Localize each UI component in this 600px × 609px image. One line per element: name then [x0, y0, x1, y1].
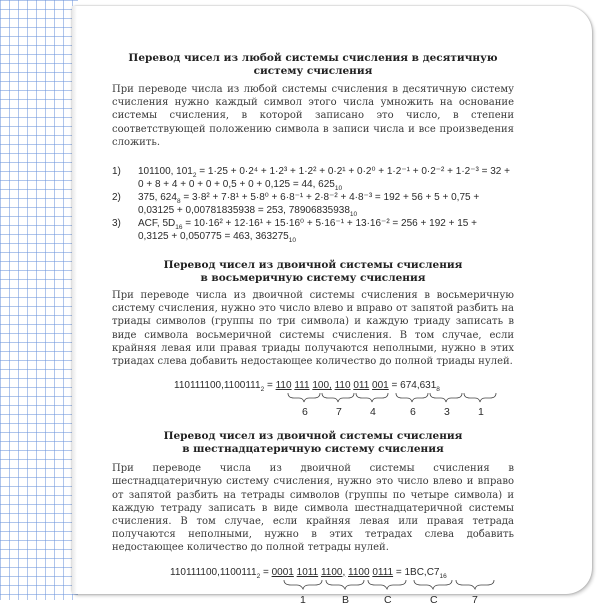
example-2: [112, 191, 514, 217]
brace: [326, 580, 364, 589]
example-value: ACF, 5D: [138, 218, 176, 230]
example-expansion-rest: 5 + 0·2⁴ + 1·2³ + 1·2² + 0·2¹ + 0·2⁰ + 1·2⁻¹ + 0·2⁻² + 1·2⁻³ = 32 +: [222, 166, 510, 178]
tetrad: 1011: [296, 566, 319, 578]
example-1: [112, 165, 514, 191]
example-3: [112, 217, 514, 243]
tetrad: 1100: [348, 566, 370, 578]
octal-digit: 4: [370, 406, 376, 419]
binary-number: 110111100,1100111: [170, 566, 257, 578]
base-subscript: 2: [260, 386, 265, 394]
octal-digit: 7: [336, 406, 342, 419]
triad: 110: [334, 380, 351, 392]
hex-digit: 1: [300, 593, 306, 606]
example-result: 0,03125 + 0,00781835938 = 253, 78906835938: [138, 205, 350, 217]
hex-digit: B: [342, 593, 350, 606]
octal-digit: 6: [302, 406, 308, 419]
hex-digit: C: [384, 593, 392, 606]
triad: 110: [275, 380, 292, 392]
example-value: 101100, 101: [138, 166, 193, 178]
base-subscript: 2: [256, 572, 261, 580]
section2-heading-line1: Перевод чисел из двоичной системы счисления: [163, 259, 463, 272]
base-subscript: 2: [192, 172, 197, 180]
base-subscript: 8: [436, 386, 440, 394]
hex-digit: 7: [472, 593, 478, 606]
section1-examples: [112, 165, 514, 243]
octal-result: = 674,631: [388, 380, 437, 392]
triad: 001: [372, 380, 389, 392]
example-number: 1): [112, 166, 121, 178]
tetrad-braces: [112, 567, 514, 609]
hex-digit: C: [430, 593, 438, 606]
hex-result: = 1BC,C7: [393, 566, 440, 578]
brace: [430, 393, 462, 402]
cover-content: [112, 40, 514, 607]
tetrad: 0001: [271, 566, 294, 578]
triad: 111: [294, 380, 310, 392]
example-result: 0 + 8 + 4 + 0 + 0 + 0,5 + 0 + 0,125 = 44, 625: [138, 179, 335, 191]
section1-heading: Перевод чисел из любой системы счисления в десятичную систему счисления: [128, 52, 498, 77]
triad: 100,: [312, 380, 332, 392]
example-result: 0,3125 + 0,050775 = 463, 363275: [138, 231, 289, 243]
brace: [322, 393, 354, 402]
octal-digit: 6: [410, 406, 416, 419]
example-number: 2): [112, 192, 121, 204]
brace: [464, 393, 496, 402]
section3-paragraph: При переводе числа из двоичной системы счисления в шестнадцатеричную систему счисления, нужно это число влево и вправо от запятой разбить на тетрады символов (группы по четыре символа) и каждую тетраду записать в виде символа шестнадцатеричной системы счисления. В том случае, если крайняя левая или правая тетрада получаются неполными, нужно в этих тетрадах слева добавить недостающее количество до полной тетрады нулей.: [112, 463, 514, 554]
section2-paragraph: При переводе числа из двоичной системы счисления в восьмеричную систему счисления, нужно это число влево и вправо от запятой разбить на триады символов (группы по три символа) и каждую триаду записать в виде символа восьмеричной системы счисления. В том случае, если крайняя левая или правая триады получаются неполными, нужно в этих триадах слева добавить недостающее количество до полной триады нулей.: [112, 290, 514, 368]
brace: [288, 393, 320, 402]
section3-heading-line1: Перевод чисел из двоичной системы счисления: [163, 430, 463, 443]
example-expansion: = 1·2: [196, 166, 223, 178]
section3-heading-line2: в шестнадцатеричную систему счисления: [182, 443, 444, 456]
brace: [356, 393, 388, 402]
base-subscript: 16: [439, 572, 447, 580]
section2-heading-line2: в восьмеричную систему счисления: [200, 272, 426, 285]
octal-conversion: [112, 380, 514, 418]
base-subscript: 10: [288, 237, 296, 245]
octal-digit: 1: [478, 406, 484, 419]
triad-braces: [112, 380, 514, 420]
hex-conversion: [112, 567, 514, 607]
example-number: 3): [112, 218, 121, 230]
brace: [456, 580, 494, 589]
section1-paragraph: При переводе числа из любой системы счисления в десятичную систему счисления нужно каждый символ этого числа умножить на основание системы счисления, в которой записано это число, в степени соответствующей положению символа в записи числа и все произведения сложить.: [112, 84, 514, 148]
brace: [396, 393, 428, 402]
example-expansion: = 10·16² + 12·16¹ + 15·16⁰ + 5·16⁻¹ + 13·16⁻² = 256 + 192 + 15 +: [182, 218, 477, 230]
triad: 011: [353, 380, 370, 392]
equals-sign: =: [260, 566, 272, 578]
brace: [368, 580, 406, 589]
binary-number: 110111100,1100111: [174, 380, 261, 392]
brace: [284, 580, 322, 589]
grid-paper-strip: [0, 0, 78, 600]
base-subscript: 10: [334, 185, 343, 193]
cover-edge: [72, 6, 77, 594]
base-subscript: 8: [176, 198, 181, 206]
example-value: 375, 624: [138, 192, 177, 204]
tetrad: 1100,: [320, 566, 346, 578]
brace: [414, 580, 452, 589]
equals-sign: =: [264, 380, 276, 392]
tetrad: 0111: [372, 566, 394, 578]
octal-digit: 3: [444, 406, 450, 419]
base-subscript: 10: [349, 211, 358, 219]
base-subscript: 16: [175, 224, 183, 232]
example-expansion: = 3·8² + 7·8¹ + 5·8⁰ + 6·8⁻¹ + 2·8⁻² + 4·8⁻³ = 192 + 56 + 5 + 0,75 +: [180, 192, 480, 204]
